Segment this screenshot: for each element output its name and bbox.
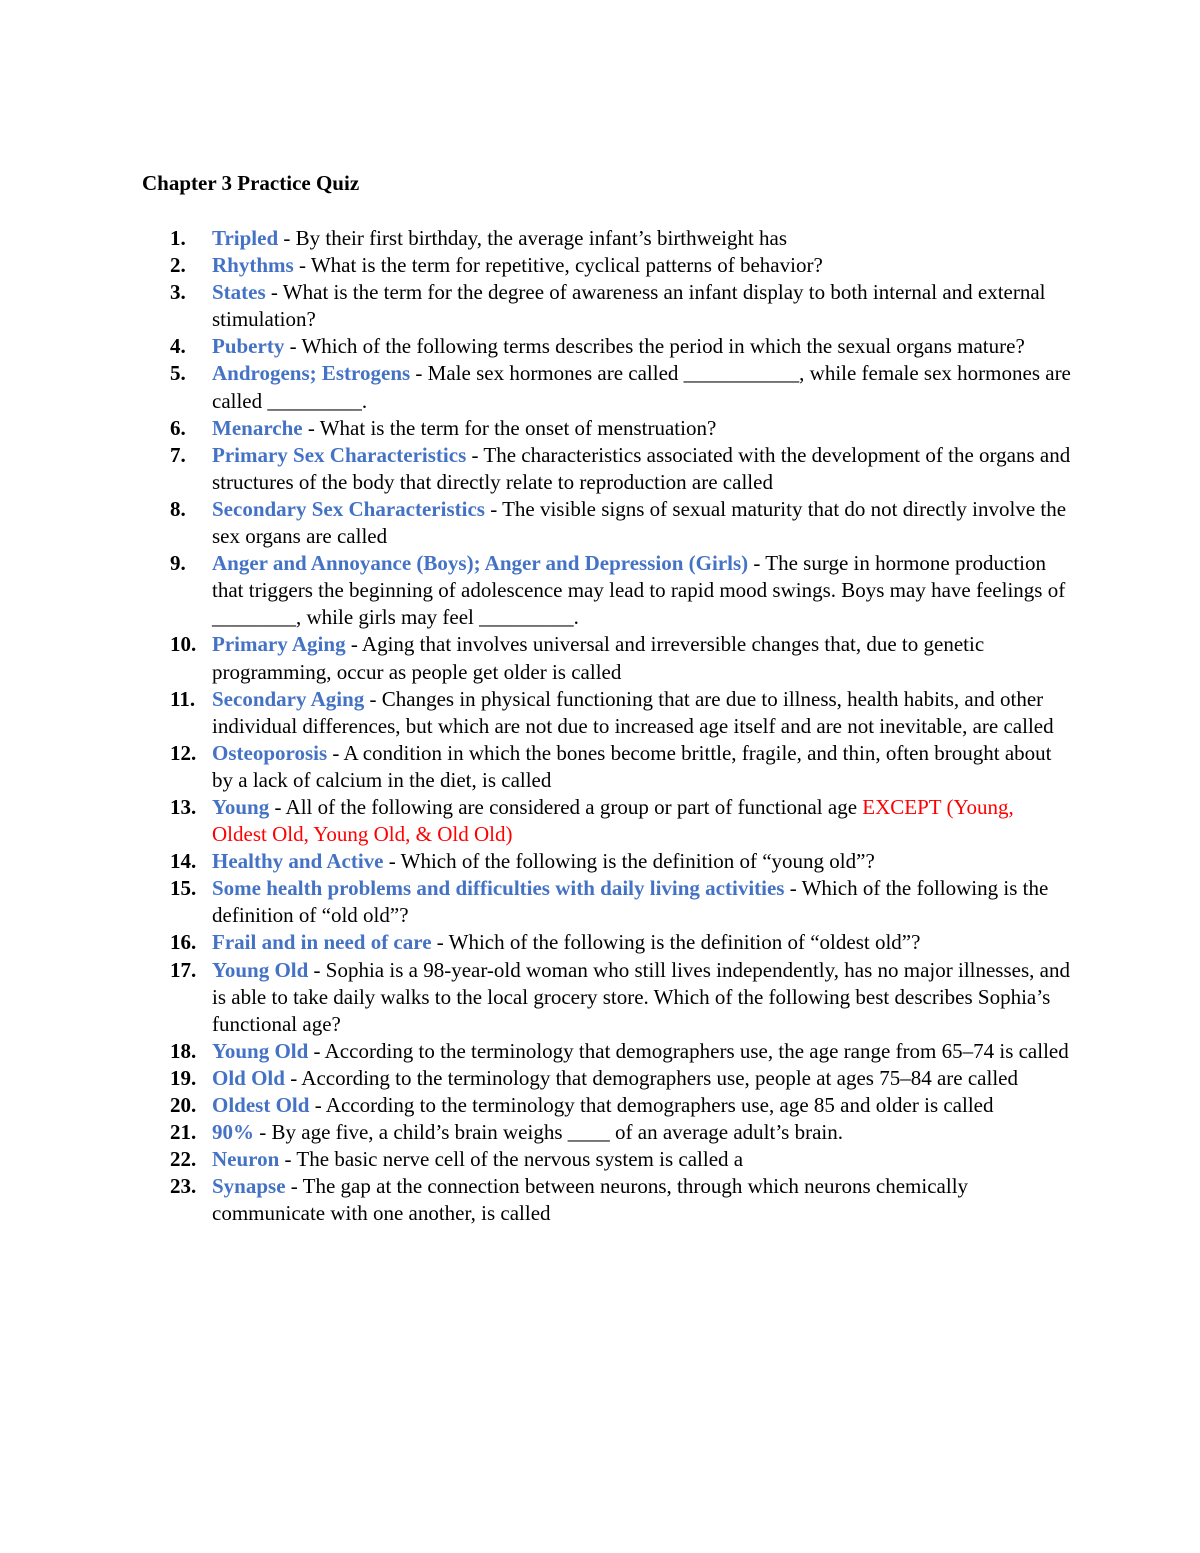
quiz-item <box>142 333 1072 360</box>
answer-separator: - <box>415 361 423 386</box>
quiz-item-number: 4. <box>170 334 186 359</box>
quiz-item <box>142 1146 1072 1173</box>
quiz-item-answer: Primary Aging <box>212 632 346 657</box>
answer-separator: - <box>274 794 282 819</box>
answer-separator: - <box>789 876 797 901</box>
quiz-item <box>142 631 1072 685</box>
quiz-item-question: A condition in which the bones become brittle, fragile, and thin, often brought about by a lack of calcium in the diet, is called <box>212 740 1052 792</box>
quiz-item-question: Aging that involves universal and irreversible changes that, due to genetic programming, occur as people get older is called <box>212 632 985 684</box>
quiz-item-question: Sophia is a 98-year-old woman who still lives independently, has no major illnesses, and is able to take daily walks to the local grocery store. Which of the following best describes Sophia’s functional age? <box>212 957 1070 1036</box>
answer-separator: - <box>332 740 340 765</box>
quiz-item-number: 21. <box>170 1120 197 1145</box>
quiz-item-question: What is the term for the onset of menstruation? <box>319 415 717 440</box>
answer-separator: - <box>753 551 761 576</box>
quiz-item-number: 16. <box>170 930 197 955</box>
quiz-item-answer: Old Old <box>212 1065 285 1090</box>
answer-separator: - <box>471 442 479 467</box>
answer-separator: - <box>290 1174 298 1199</box>
quiz-item-question: The gap at the connection between neurons, through which neurons chemically communicate with one another, is called <box>212 1174 969 1226</box>
quiz-item-answer: Healthy and Active <box>212 849 384 874</box>
quiz-item <box>142 740 1072 794</box>
quiz-item <box>142 550 1072 631</box>
quiz-item-number: 3. <box>170 280 186 305</box>
quiz-item <box>142 360 1072 414</box>
quiz-item-number: 22. <box>170 1147 197 1172</box>
quiz-item <box>142 252 1072 279</box>
quiz-item-question: What is the term for the degree of awareness an infant display to both internal and external stimulation? <box>212 280 1046 332</box>
quiz-item-number: 19. <box>170 1065 197 1090</box>
quiz-item <box>142 794 1072 848</box>
answer-separator: - <box>436 930 444 955</box>
quiz-item <box>142 225 1072 252</box>
quiz-item-note: EXCEPT (Young, Oldest Old, Young Old, & Old Old) <box>212 794 1014 847</box>
quiz-item-question: Changes in physical functioning that are due to illness, health habits, and other individual differences, but which are not due to increased age itself and are not inevitable, are called <box>212 686 1054 738</box>
quiz-item-question: According to the terminology that demographers use, people at ages 75–84 are called <box>301 1065 1018 1090</box>
quiz-item-answer: States <box>212 280 266 305</box>
quiz-item-answer: Neuron <box>212 1147 280 1172</box>
quiz-item-number: 18. <box>170 1038 197 1063</box>
quiz-item-number: 20. <box>170 1093 197 1117</box>
quiz-item-answer: Young Old <box>212 1038 309 1063</box>
quiz-item-answer: Secondary Sex Characteristics <box>212 496 485 521</box>
answer-separator: - <box>307 415 315 440</box>
quiz-item-number: 8. <box>170 496 186 521</box>
quiz-item-question: Which of the following is the definition of “oldest old”? <box>448 930 921 955</box>
quiz-item-number: 11. <box>170 686 196 711</box>
quiz-item-number: 10. <box>170 632 197 657</box>
answer-separator: - <box>289 334 297 359</box>
quiz-item <box>142 496 1072 550</box>
quiz-item-question: The basic nerve cell of the nervous system is called a <box>296 1147 744 1172</box>
answer-separator: - <box>284 1147 292 1172</box>
answer-separator: - <box>259 1120 267 1145</box>
quiz-item-number: 13. <box>170 794 197 819</box>
quiz-item-question: All of the following are considered a group or part of functional age <box>285 794 858 819</box>
quiz-item-question: By their first birthday, the average infant’s birthweight has <box>295 226 788 250</box>
answer-separator: - <box>314 1093 322 1117</box>
answer-separator: - <box>388 849 396 874</box>
quiz-item-answer: Menarche <box>212 415 303 440</box>
quiz-item-answer: 90% <box>212 1120 254 1145</box>
quiz-item <box>142 848 1072 875</box>
document-title: Chapter 3 Practice Quiz <box>142 171 360 195</box>
quiz-item-number: 15. <box>170 876 197 901</box>
quiz-item-question: The surge in hormone production that triggers the beginning of adolescence may lead to rapid mood swings. Boys may have feelings of ________, while girls may feel _________. <box>212 551 1066 630</box>
quiz-item-answer: Secondary Aging <box>212 686 365 711</box>
quiz-item-number: 7. <box>170 442 186 467</box>
quiz-item-question: The characteristics associated with the development of the organs and structures of the body that directly relate to reproduction are called <box>212 442 1071 494</box>
quiz-item-answer: Young <box>212 794 270 819</box>
quiz-item-number: 6. <box>170 415 186 440</box>
quiz-item-answer: Anger and Annoyance (Boys); Anger and Depression (Girls) <box>212 551 749 576</box>
quiz-item-number: 12. <box>170 740 197 765</box>
answer-separator: - <box>270 280 278 305</box>
quiz-item-question: According to the terminology that demographers use, age 85 and older is called <box>325 1093 994 1117</box>
answer-separator: - <box>290 1065 298 1090</box>
quiz-item-question: The visible signs of sexual maturity that do not directly involve the sex organs are called <box>212 496 1067 549</box>
quiz-item-answer: Primary Sex Characteristics <box>212 442 467 467</box>
answer-separator: - <box>283 226 291 250</box>
quiz-item <box>142 1038 1072 1065</box>
quiz-item-number: 17. <box>170 957 197 982</box>
quiz-item-question: According to the terminology that demographers use, the age range from 65–74 is called <box>324 1038 1069 1063</box>
quiz-item <box>142 415 1072 442</box>
quiz-item <box>142 929 1072 956</box>
quiz-item-answer: Androgens; Estrogens <box>212 361 411 386</box>
answer-separator: - <box>298 253 306 278</box>
quiz-item-answer: Some health problems and difficulties with daily living activities <box>212 876 785 901</box>
quiz-item <box>142 686 1072 740</box>
quiz-item-question: Male sex hormones are called ___________, while female sex hormones are called _________. <box>212 361 1071 413</box>
quiz-question-list <box>142 225 1072 1227</box>
quiz-item-answer: Frail and in need of care <box>212 930 432 955</box>
quiz-item <box>142 957 1072 1038</box>
quiz-item-answer: Rhythms <box>212 253 294 278</box>
quiz-item-answer: Synapse <box>212 1174 286 1199</box>
quiz-item-number: 9. <box>170 551 186 576</box>
quiz-item-answer: Osteoporosis <box>212 740 328 765</box>
answer-separator: - <box>369 686 377 711</box>
quiz-item <box>142 1065 1072 1092</box>
quiz-item-question: By age five, a child’s brain weighs ____ of an average adult’s brain. <box>271 1120 843 1145</box>
answer-separator: - <box>313 1038 321 1063</box>
quiz-item-number: 2. <box>170 253 186 278</box>
quiz-item-question: Which of the following is the definition of “young old”? <box>400 849 875 874</box>
quiz-item-answer: Puberty <box>212 334 285 359</box>
answer-separator: - <box>313 957 321 982</box>
quiz-item <box>142 1092 1072 1119</box>
answer-separator: - <box>350 632 358 657</box>
quiz-item <box>142 442 1072 496</box>
quiz-item-number: 1. <box>170 226 186 250</box>
quiz-item <box>142 1119 1072 1146</box>
quiz-item <box>142 875 1072 929</box>
quiz-item-number: 14. <box>170 849 197 874</box>
answer-separator: - <box>490 496 498 521</box>
quiz-item-answer: Oldest Old <box>212 1093 310 1117</box>
quiz-item-question: Which of the following is the definition of “old old”? <box>212 876 1049 928</box>
quiz-item-answer: Young Old <box>212 957 309 982</box>
quiz-item-answer: Tripled <box>212 226 279 250</box>
quiz-item-number: 23. <box>170 1174 197 1199</box>
quiz-item <box>142 279 1072 333</box>
quiz-item <box>142 1173 1072 1227</box>
quiz-item-question: Which of the following terms describes the period in which the sexual organs mature? <box>301 334 1025 359</box>
quiz-item-question: What is the term for repetitive, cyclical patterns of behavior? <box>310 253 823 278</box>
quiz-item-number: 5. <box>170 361 186 386</box>
